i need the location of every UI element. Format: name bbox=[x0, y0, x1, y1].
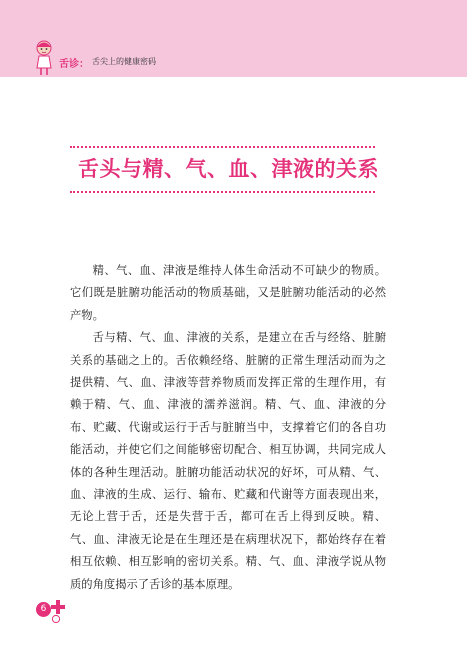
plus-icon bbox=[50, 599, 66, 615]
header-subtitle: 舌尖上的健康密码 bbox=[92, 57, 156, 66]
title-bottom-divider bbox=[70, 191, 375, 193]
chapter-title: 舌头与精、气、血、津液的关系 bbox=[78, 156, 379, 181]
page-number: 6 bbox=[36, 602, 51, 617]
paragraph-1: 精、气、血、津液是维持人体生命活动不可缺少的物质。它们既是脏腑功能活动的物质基础，又是脏腑功能活动的必然产物。 bbox=[70, 264, 386, 322]
body-text bbox=[70, 260, 386, 596]
page-header bbox=[0, 0, 467, 77]
ring-icon bbox=[51, 614, 61, 624]
paragraph-2: 舌与精、气、血、津液的关系，是建立在舌与经络、脏腑关系的基础之上的。舌依赖经络、脏腑的正常生理活动而为之提供精、气、血、津液等营养物质而发挥正常的生理作用，有赖于精、气、血、津液的濡养滋润。精、气、血、津液的分布、贮藏、代谢或运行于舌与脏腑当中，支撑着它们的各自功能活动，并使它们之间能够密切配合、相互协调，共同完成人体的各种生理活动。脏腑功能活动状况的好坏，可从精、气、血、津液的生成、运行、输布、贮藏和代谢等方面表现出来，无论上营于舌，还是失营于舌，都可在舌上得到反映。精、气、血、津液无论是在生理还是在病理状况下，都始终存在着相互依赖、相互影响的密切关系。精、气、血、津液学说从物质的角度揭示了舌诊的基本原理。 bbox=[70, 331, 386, 591]
header-brand: 舌诊： bbox=[59, 59, 89, 70]
girl-mascot-icon bbox=[34, 40, 54, 77]
title-top-divider bbox=[70, 146, 375, 148]
